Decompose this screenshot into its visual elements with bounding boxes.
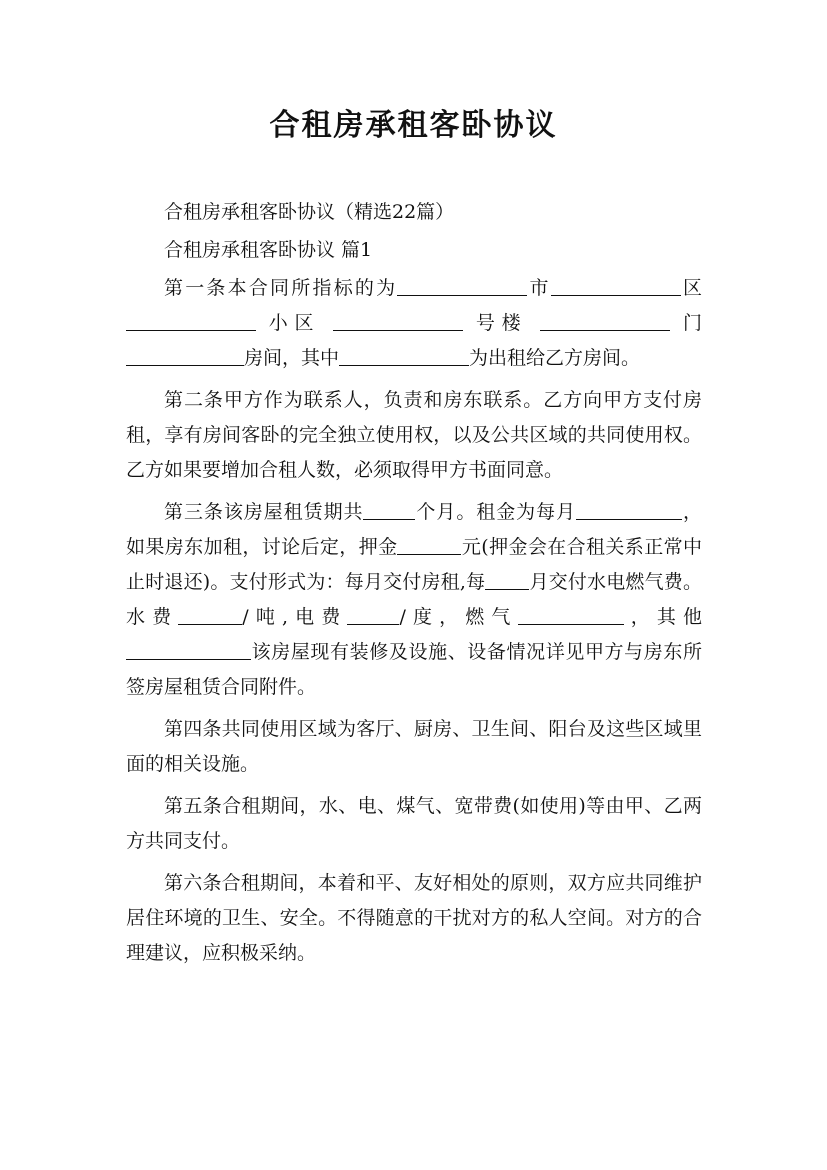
blank-field[interactable] (333, 309, 463, 331)
article-3 (126, 495, 702, 705)
article-text: 个月。租金为每月 (415, 501, 577, 523)
article-5: 第五条合租期间，水、电、煤气、宽带费(如使用)等由甲、乙两方共同支付。 (126, 795, 702, 852)
article-text: ，如果房东加租，讨论后定，押金 (126, 501, 702, 558)
article-text: 房间，其中 (244, 347, 340, 369)
blank-field[interactable] (126, 309, 256, 331)
document-body (126, 195, 702, 978)
article-text: 市 (527, 277, 551, 299)
article-text: 元(押金会在合租关系正常中止时退还)。支付形式为：每月交付房租,每 (126, 536, 702, 593)
article-4: 第四条共同使用区域为客厅、厨房、卫生间、阳台及这些区域里面的相关设施。 (126, 718, 702, 775)
article-text: ，其他 (623, 606, 702, 628)
blank-field[interactable] (178, 603, 242, 625)
blank-field[interactable] (551, 274, 681, 296)
article-text: 月交付水电燃气费。水费 (126, 571, 702, 628)
blank-field[interactable] (518, 603, 624, 625)
article-text: /吨,电费 (242, 606, 348, 628)
blank-field[interactable] (363, 498, 415, 520)
article-text: /度，燃气 (399, 606, 518, 628)
blank-field[interactable] (540, 309, 670, 331)
article-2: 第二条甲方作为联系人，负责和房东联系。乙方向甲方支付房租，享有房间客卧的完全独立使用权，以及公共区域的共同使用权。乙方如果要增加合租人数，必须取得甲方书面同意。 (126, 389, 702, 481)
article-6: 第六条合租期间，本着和平、友好相处的原则，双方应共同维护居住环境的卫生、安全。不得随意的干扰对方的私人空间。对方的合理建议，应积极采纳。 (126, 872, 702, 964)
article-text: 该房屋现有装修及设施、设备情况详见甲方与房东所签房屋租赁合同附件。 (126, 641, 702, 698)
blank-field[interactable] (576, 498, 682, 520)
blank-field[interactable] (397, 274, 527, 296)
intro-line: 合租房承租客卧协议（精选22篇） (164, 201, 455, 223)
article-text: 小区 (268, 312, 321, 334)
blank-field[interactable] (347, 603, 399, 625)
article-text: 第一条本合同所指标的为 (164, 277, 398, 299)
article-text: 为出租给乙方房间。 (469, 347, 641, 369)
blank-field[interactable] (339, 344, 469, 366)
document-title: 合租房承租客卧协议 (269, 108, 558, 143)
blank-field[interactable] (126, 638, 251, 660)
section-heading: 合租房承租客卧协议 篇1 (164, 239, 373, 261)
blank-field[interactable] (485, 568, 529, 590)
blank-field[interactable] (397, 533, 461, 555)
blank-field[interactable] (126, 344, 244, 366)
article-text: 门 (682, 312, 702, 334)
article-text: 第三条该房屋租赁期共 (164, 501, 364, 523)
article-1 (126, 271, 702, 376)
article-text: 号楼 (475, 312, 528, 334)
article-text: 区 (680, 277, 702, 299)
